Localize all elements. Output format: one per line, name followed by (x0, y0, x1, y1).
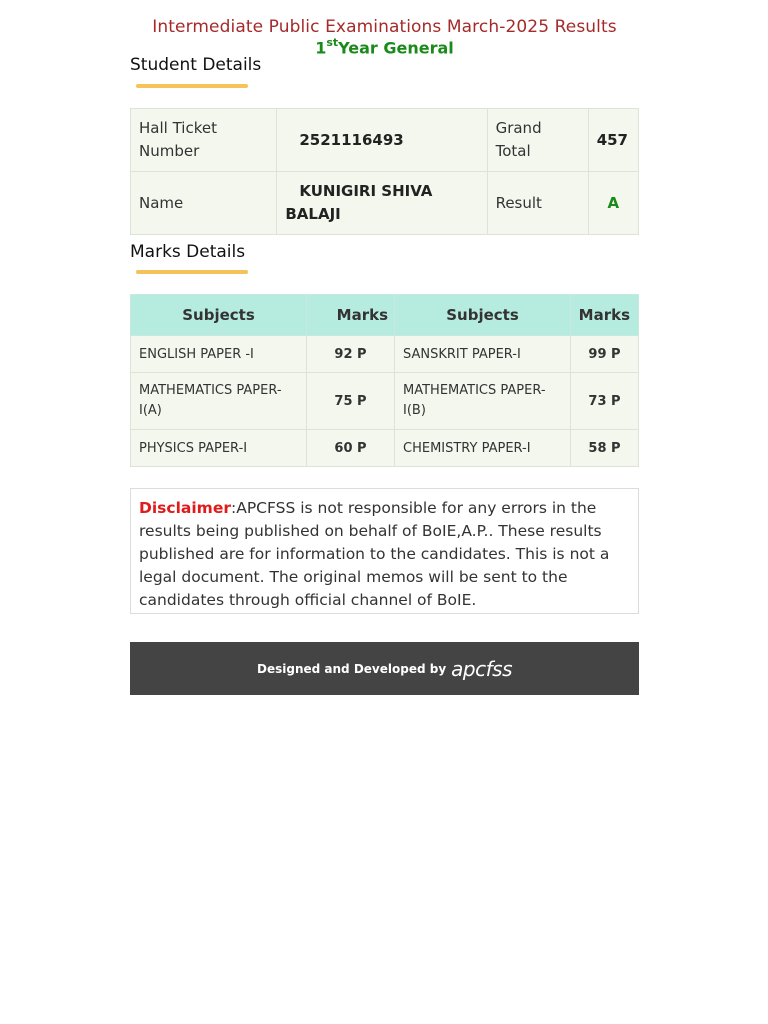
subject-cell: CHEMISTRY PAPER-I (395, 430, 571, 467)
marks-cell: 75 P (307, 373, 395, 430)
page-title: Intermediate Public Examinations March-2025 Results (152, 17, 617, 37)
subject-cell: MATHEMATICS PAPER-I(B) (395, 373, 571, 430)
table-row (131, 373, 639, 430)
footer-text: Designed and Developed by (257, 661, 447, 676)
year-number: 1 (315, 38, 327, 58)
result-label: Result (487, 172, 588, 235)
student-details-heading: Student Details (130, 55, 262, 75)
footer (130, 642, 639, 695)
subject-cell: ENGLISH PAPER -I (131, 336, 307, 373)
marks-cell: 58 P (571, 430, 639, 467)
disclaimer-text: :APCFSS is not responsible for any errors in the results being published on behalf of BoIE,A.P.. These results published are for information to the candidates. This is not a legal document. The original memos will be sent to the candidates through official channel of BoIE. (139, 499, 610, 609)
year-rest: Year General (338, 38, 454, 58)
table-row (131, 430, 639, 467)
marks-cell: 60 P (307, 430, 395, 467)
col-subjects-1: Subjects (131, 295, 307, 336)
grand-total-value: 457 (588, 109, 638, 172)
col-marks-1: Marks (307, 295, 395, 336)
apcfss-logo: apcfss (451, 656, 512, 681)
student-details-table (130, 108, 639, 235)
subject-cell: SANSKRIT PAPER-I (395, 336, 571, 373)
grand-total-label: Grand Total (487, 109, 588, 172)
col-subjects-2: Subjects (395, 295, 571, 336)
table-row (131, 336, 639, 373)
marks-details-underline (136, 270, 248, 274)
marks-details-heading: Marks Details (130, 242, 246, 262)
marks-cell: 92 P (307, 336, 395, 373)
disclaimer-label: Disclaimer (139, 499, 231, 517)
table-row (131, 109, 639, 172)
subject-cell: MATHEMATICS PAPER-I(A) (131, 373, 307, 430)
disclaimer-box (130, 488, 639, 614)
marks-cell: 99 P (571, 336, 639, 373)
name-value: KUNIGIRI SHIVA BALAJI (277, 172, 487, 235)
marks-table (130, 294, 639, 467)
hall-ticket-value: 2521116493 (277, 109, 487, 172)
hall-ticket-label: Hall Ticket Number (131, 109, 277, 172)
subject-cell: PHYSICS PAPER-I (131, 430, 307, 467)
year-suffix: st (326, 36, 339, 49)
name-label: Name (131, 172, 277, 235)
col-marks-2: Marks (571, 295, 639, 336)
marks-cell: 73 P (571, 373, 639, 430)
result-value: A (588, 172, 638, 235)
marks-header-row (131, 295, 639, 336)
table-row (131, 172, 639, 235)
student-details-underline (136, 84, 248, 88)
